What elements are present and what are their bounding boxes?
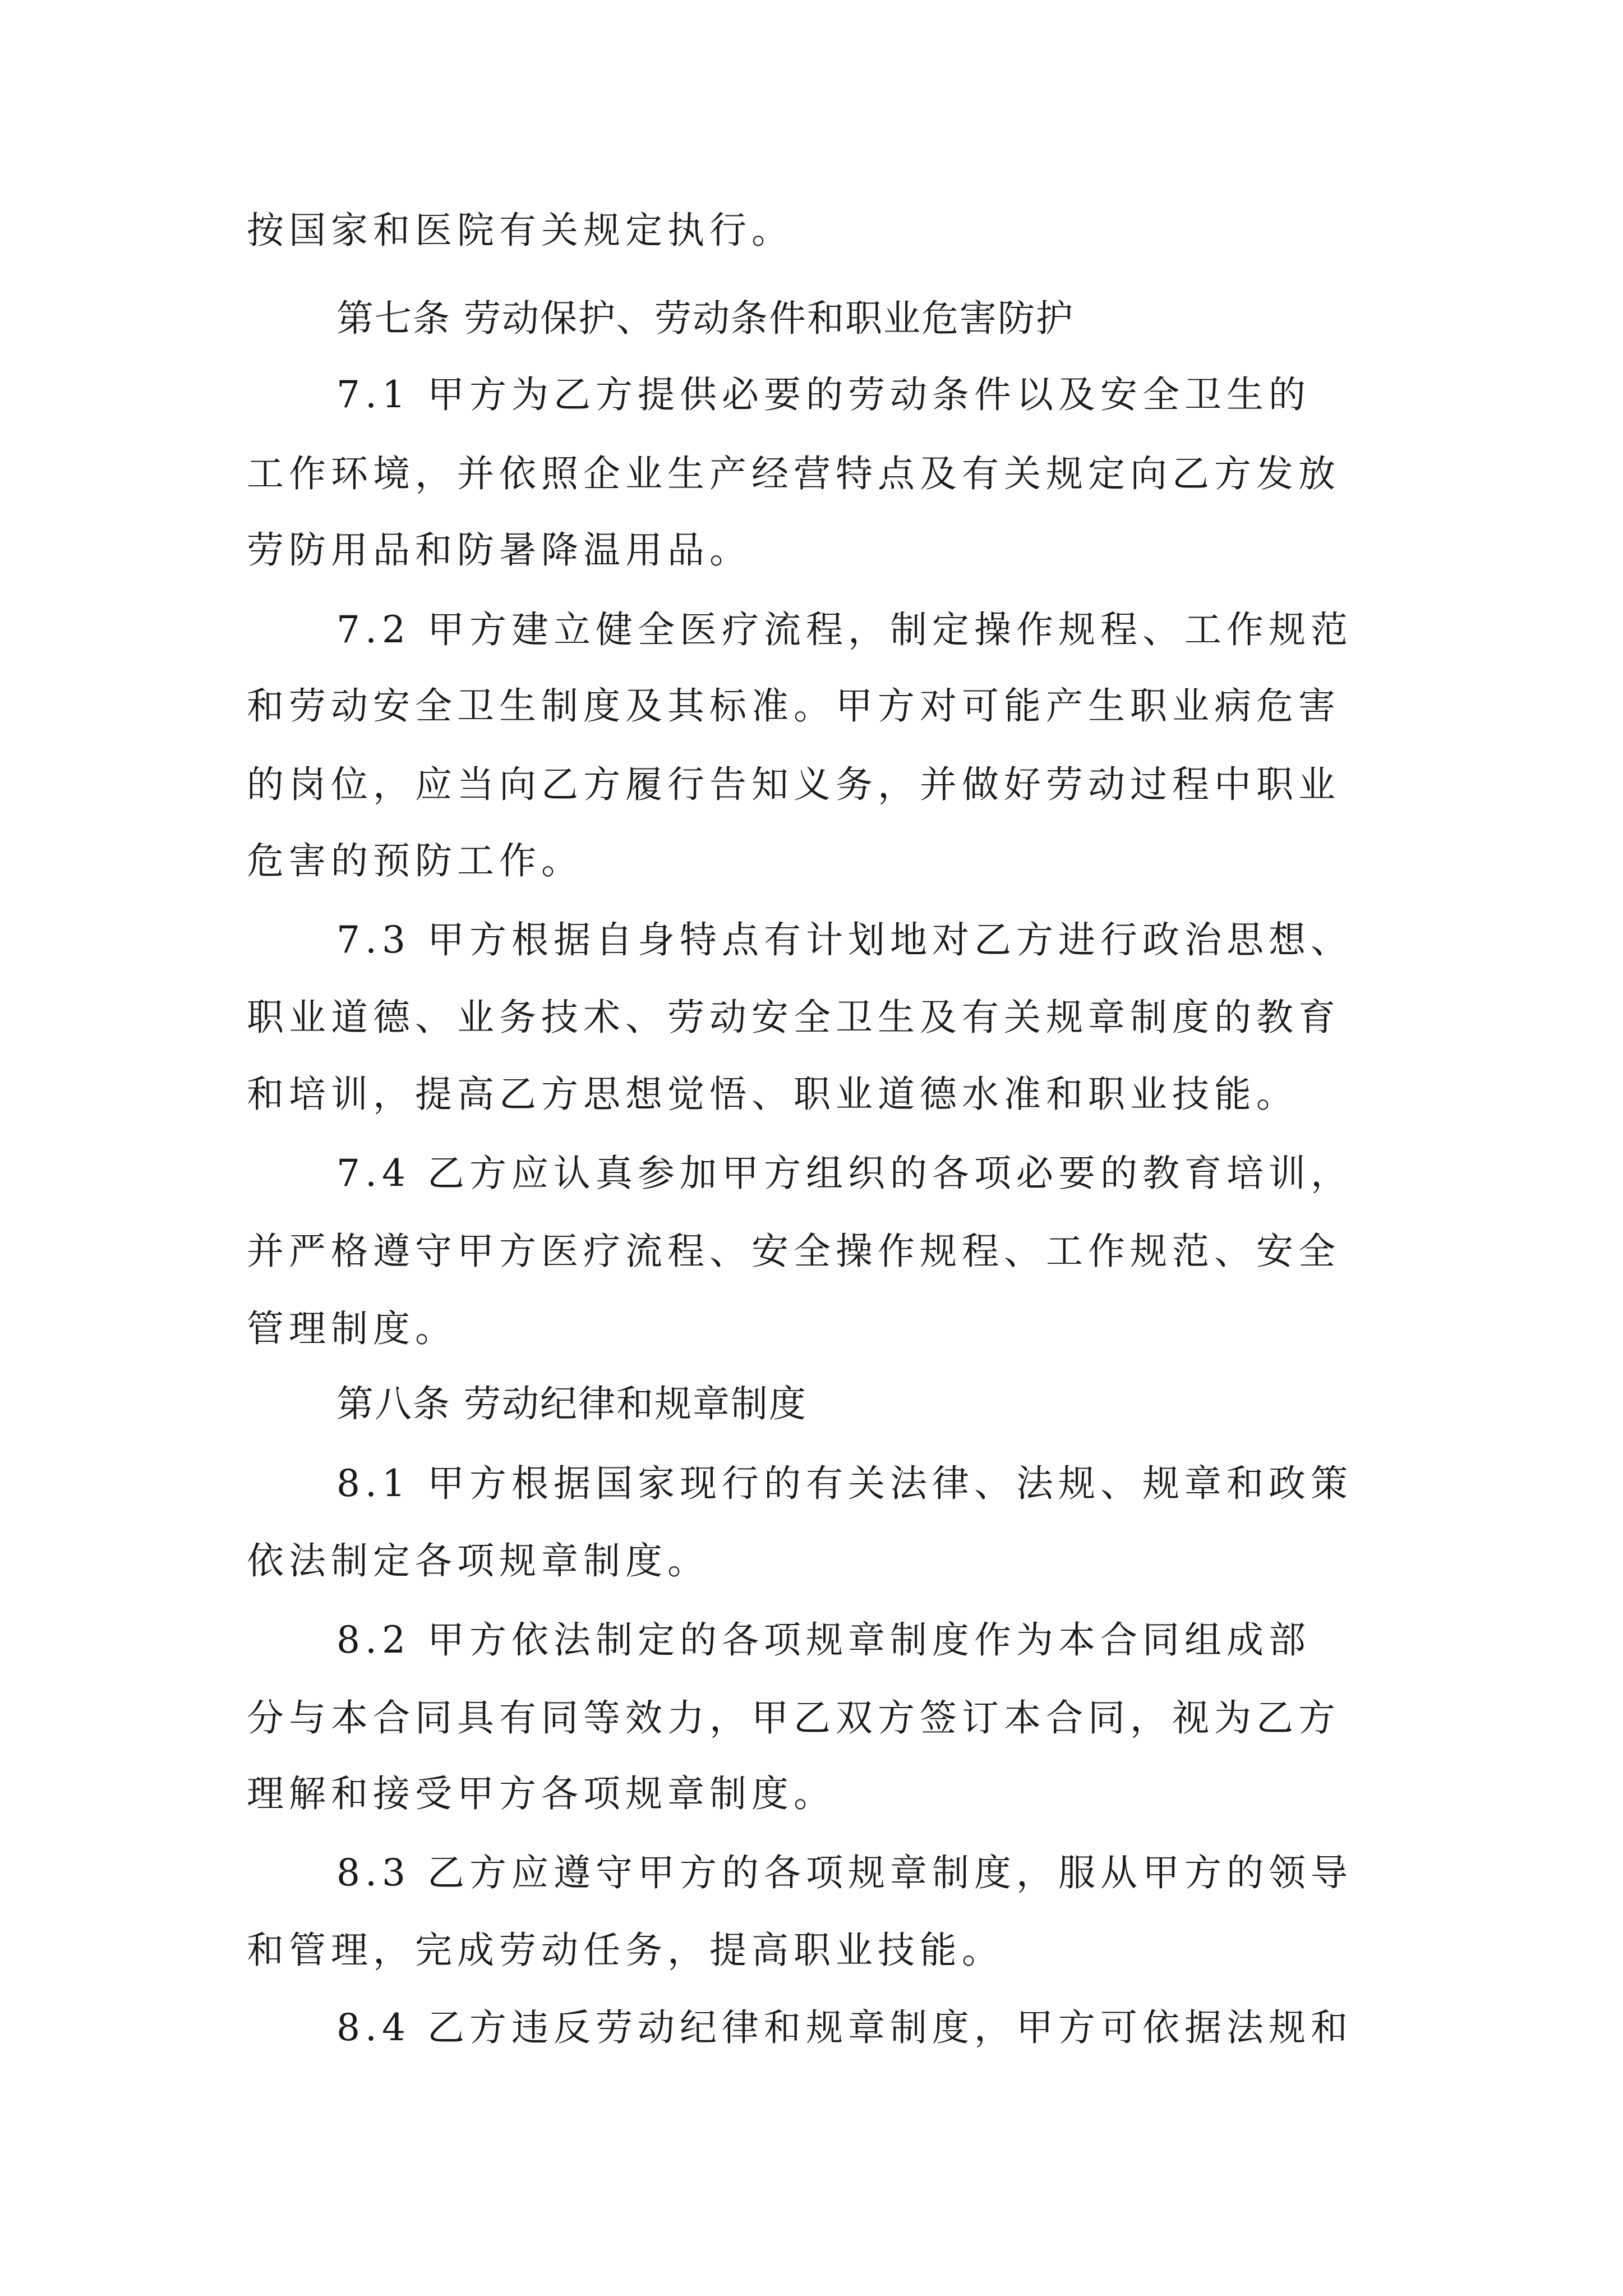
text-line: 并严格遵守甲方医疗流程、安全操作规程、工作规范、安全 — [247, 1230, 1340, 1273]
text-line: 管理制度。 — [247, 1307, 457, 1350]
text-line: 分与本合同具有同等效力，甲乙双方签订本合同，视为乙方 — [247, 1696, 1340, 1740]
clause-line: 8.4 乙方违反劳动纪律和规章制度，甲方可依据法规和 — [336, 2006, 1353, 2049]
clause-line: 8.1 甲方根据国家现行的有关法律、法规、规章和政策 — [336, 1462, 1353, 1505]
text-line: 劳防用品和防暑降温用品。 — [247, 528, 751, 572]
text-line: 危害的预防工作。 — [247, 839, 583, 882]
clause-line: 7.1 甲方为乙方提供必要的劳动条件以及安全卫生的 — [336, 373, 1311, 416]
article-heading: 第八条 劳动纪律和规章制度 — [336, 1382, 807, 1425]
clause-line: 8.3 乙方应遵守甲方的各项规章制度，服从甲方的领导 — [336, 1851, 1353, 1894]
text-line: 的岗位，应当向乙方履行告知义务，并做好劳动过程中职业 — [247, 763, 1340, 806]
clause-line: 8.2 甲方依法制定的各项规章制度作为本合同组成部 — [336, 1618, 1311, 1662]
text-line: 依法制定各项规章制度。 — [247, 1539, 709, 1582]
text-line: 职业道德、业务技术、劳动安全卫生及有关规章制度的教育 — [247, 996, 1340, 1039]
clause-line: 7.2 甲方建立健全医疗流程，制定操作规程、工作规范 — [336, 608, 1353, 651]
clause-line: 7.4 乙方应认真参加甲方组织的各项必要的教育培训， — [336, 1152, 1353, 1195]
text-line: 和培训，提高乙方思想觉悟、职业道德水准和职业技能。 — [247, 1073, 1298, 1116]
article-heading: 第七条 劳动保护、劳动条件和职业危害防护 — [336, 297, 1074, 340]
text-line: 和劳动安全卫生制度及其标准。甲方对可能产生职业病危害 — [247, 684, 1340, 728]
text-line: 和管理，完成劳动任务，提高职业技能。 — [247, 1929, 1004, 1972]
clause-line: 7.3 甲方根据自身特点有计划地对乙方进行政治思想、 — [336, 918, 1353, 961]
text-line: 理解和接受甲方各项规章制度。 — [247, 1772, 836, 1815]
text-line: 工作环境，并依照企业生产经营特点及有关规定向乙方发放 — [247, 452, 1340, 495]
text-line: 按国家和医院有关规定执行。 — [247, 209, 794, 252]
